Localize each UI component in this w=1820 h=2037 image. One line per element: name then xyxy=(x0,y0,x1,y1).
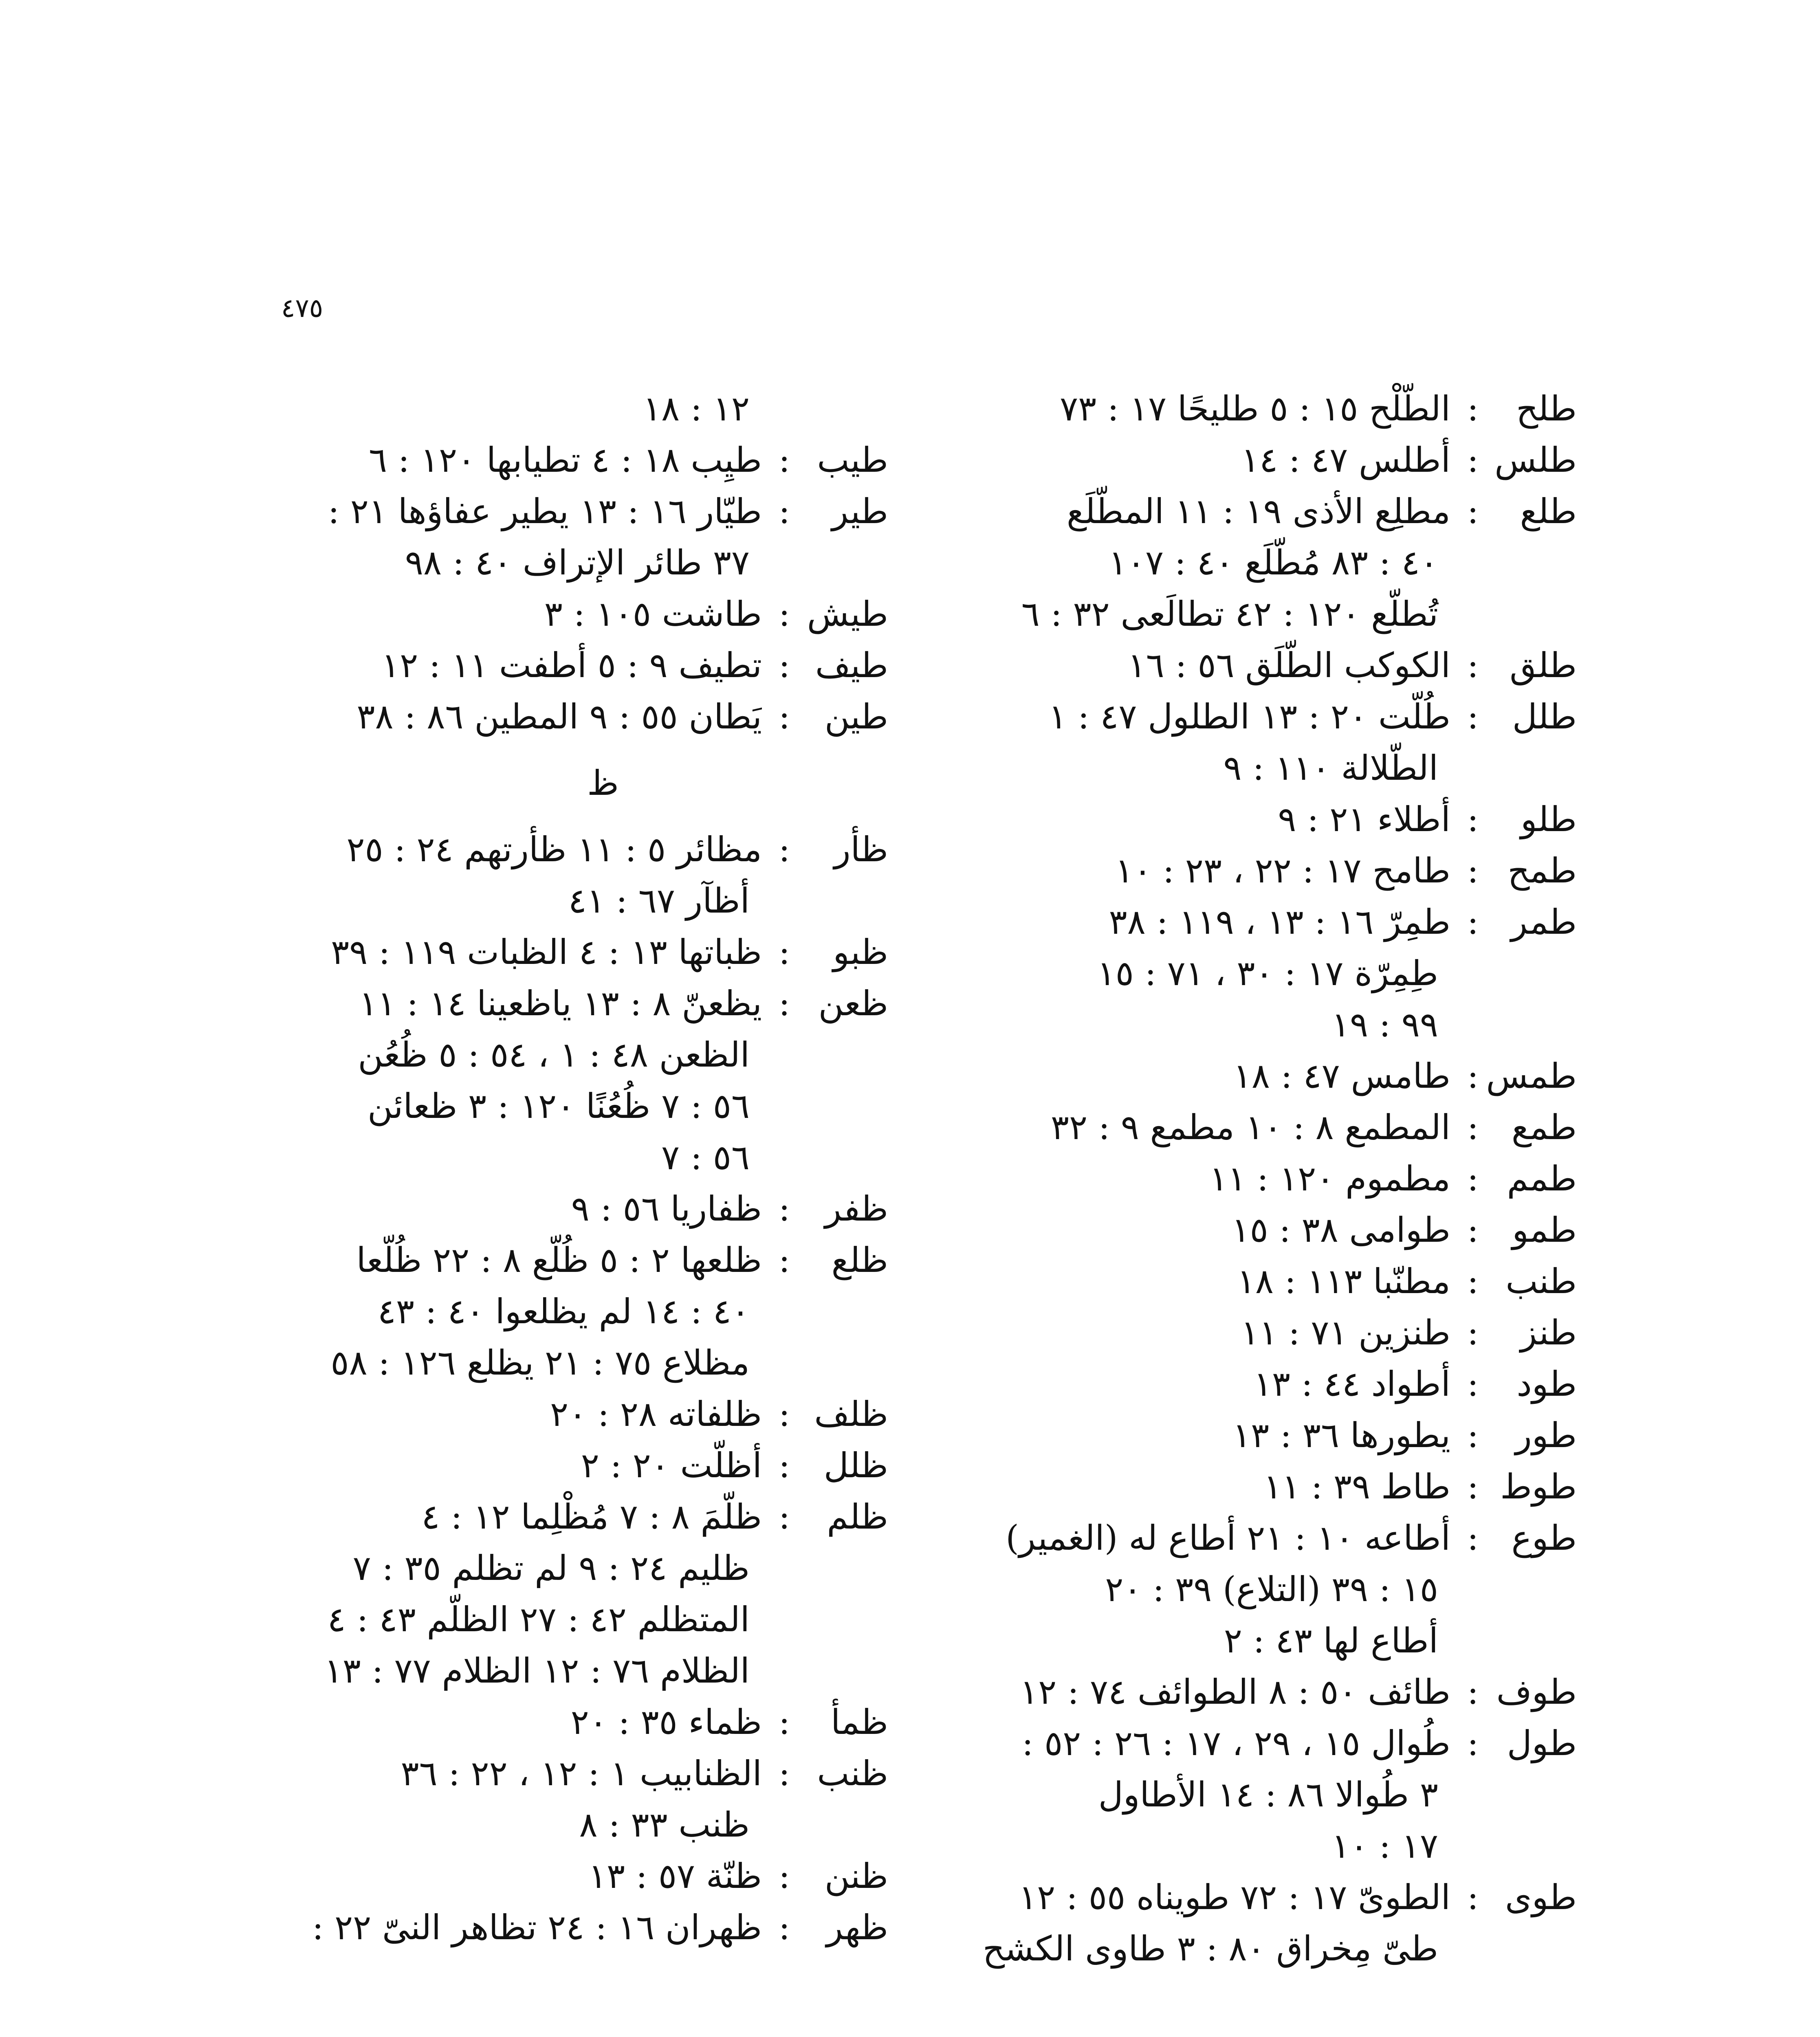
entry-separator: : xyxy=(1467,1467,1479,1507)
index-entry-continuation xyxy=(970,999,1577,1050)
entry-root-word: طمس xyxy=(1486,1056,1577,1096)
index-entry xyxy=(970,1666,1577,1718)
index-entry-continuation xyxy=(269,537,888,588)
entry-root-word: طمح xyxy=(1507,851,1577,891)
entry-root-word: ظمأ xyxy=(830,1702,888,1742)
index-entry xyxy=(970,1256,1577,1307)
entry-separator: : xyxy=(1467,1364,1479,1404)
index-entry-continuation xyxy=(269,1132,888,1183)
index-entry xyxy=(970,1050,1577,1102)
index-entry-continuation xyxy=(970,1923,1577,1974)
entry-references: الظلام ٧٦ : ١٢ الظلام ٧٧ : ١٣ xyxy=(324,1651,750,1691)
entry-references: الكوكب الطّلَق ٥٦ : ١٦ xyxy=(1127,645,1450,685)
entry-references: المطمع ٨ : ١٠ مطمع ٩ : ٣٢ xyxy=(1050,1107,1450,1147)
entry-references: ظليم ٢٤ : ٩ لم تظلم ٣٥ : ٧ xyxy=(352,1548,750,1588)
entry-references: أظلّت ٢٠ : ٢ xyxy=(581,1445,762,1485)
entry-separator: : xyxy=(1467,1415,1479,1455)
entry-references: ١٢ : ١٨ xyxy=(643,389,750,429)
entry-root-word: طود xyxy=(1516,1364,1577,1404)
entry-root-word: ظأر xyxy=(834,829,888,869)
index-entry xyxy=(269,1183,888,1234)
entry-separator: : xyxy=(778,1907,790,1947)
index-column-left xyxy=(269,383,888,1953)
entry-references: الطَّلْح ١٥ : ٥ طليحًا ١٧ : ٧٣ xyxy=(1059,389,1450,429)
entry-references: مطلِع الأذى ١٩ : ١١ المطّلَع xyxy=(1066,491,1450,531)
entry-root-word: طنب xyxy=(1505,1261,1577,1301)
index-entry-continuation xyxy=(970,1615,1577,1666)
entry-separator: : xyxy=(778,645,790,685)
entry-separator: : xyxy=(1467,902,1479,942)
entry-separator: : xyxy=(778,697,790,737)
index-entry xyxy=(970,1307,1577,1358)
index-entry-continuation xyxy=(970,1769,1577,1820)
entry-root-word: طيف xyxy=(815,645,888,685)
entry-separator: : xyxy=(778,983,790,1023)
index-entry xyxy=(269,1902,888,1953)
entry-root-word: ظبو xyxy=(833,932,888,972)
index-entry xyxy=(970,486,1577,537)
entry-references: طُلّت ٢٠ : ١٣ الطلول ٤٧ : ١ xyxy=(1048,697,1450,737)
entry-separator: : xyxy=(778,1702,790,1742)
entry-root-word: طيب xyxy=(817,440,888,480)
entry-separator: : xyxy=(778,440,790,480)
entry-root-word: ظلل xyxy=(823,1445,888,1485)
entry-references: أطلاء ٢١ : ٩ xyxy=(1278,799,1450,839)
entry-root-word: ظنب xyxy=(817,1753,888,1793)
entry-references: أطاعه ١٠ : ٢١ أطاع له (الغمير) xyxy=(1006,1518,1450,1558)
entry-references: طىّ مِخراق ٨٠ : ٣ طاوى الكشح xyxy=(982,1929,1438,1969)
entry-references: ظفاريا ٥٦ : ٩ xyxy=(571,1189,762,1229)
entry-references: مطموم ١٢٠ : ١١ xyxy=(1209,1159,1450,1199)
index-entry xyxy=(970,434,1577,486)
entry-root-word: طين xyxy=(824,697,888,737)
entry-references: يَطان ٥٥ : ٩ المطين ٨٦ : ٣٨ xyxy=(357,697,762,737)
entry-references: الطوىّ ١٧ : ٧٢ طويناه ٥٥ : ١٢ xyxy=(1018,1877,1450,1917)
entry-root-word: طلح xyxy=(1516,389,1577,429)
index-entry xyxy=(269,1440,888,1491)
index-entry xyxy=(269,978,888,1029)
entry-references: طِمِرّة ١٧ : ٣٠ ، ٧١ : ١٥ xyxy=(1097,953,1438,993)
entry-root-word: ظلف xyxy=(814,1394,888,1434)
entry-references: ظلفاته ٢٨ : ٢٠ xyxy=(550,1394,762,1434)
entry-root-word: طور xyxy=(1515,1415,1577,1455)
entry-separator: : xyxy=(778,491,790,531)
entry-references: يطورها ٣٦ : ١٣ xyxy=(1232,1415,1450,1455)
index-entry xyxy=(269,1696,888,1748)
index-column-right xyxy=(970,383,1577,1974)
entry-separator: : xyxy=(778,829,790,869)
index-entry-continuation xyxy=(269,1286,888,1337)
entry-separator: : xyxy=(778,1189,790,1229)
index-entry xyxy=(970,1204,1577,1256)
entry-separator: : xyxy=(778,932,790,972)
entry-root-word: طلو xyxy=(1520,799,1577,839)
index-entry-continuation xyxy=(269,1594,888,1645)
entry-references: الطُّلالة ١١٠ : ٩ xyxy=(1223,748,1438,788)
entry-references: ٥٦ : ٧ xyxy=(661,1137,750,1177)
index-entry xyxy=(970,383,1577,434)
entry-root-word: طمع xyxy=(1511,1107,1577,1147)
entry-references: الظنابيب ١ : ١٢ ، ٢٢ : ٣٦ xyxy=(401,1753,762,1793)
entry-root-word: طلع xyxy=(1520,491,1577,531)
entry-separator: : xyxy=(1467,1159,1479,1199)
entry-references: طنزين ٧١ : ١١ xyxy=(1241,1313,1450,1353)
entry-references: أظآر ٦٧ : ٤١ xyxy=(568,881,750,921)
index-entry-continuation xyxy=(269,1799,888,1850)
entry-root-word: طلل xyxy=(1512,697,1577,737)
entry-references: طمِرّ ١٦ : ١٣ ، ١١٩ : ٣٨ xyxy=(1109,902,1450,942)
entry-references: طامس ٤٧ : ١٨ xyxy=(1233,1056,1450,1096)
entry-separator: : xyxy=(1467,491,1479,531)
entry-separator: : xyxy=(778,1445,790,1485)
index-entry xyxy=(269,434,888,486)
entry-references: ٤٠ : ٨٣ مُطّلَع ٤٠ : ١٠٧ xyxy=(1108,543,1438,583)
index-entry xyxy=(269,1850,888,1902)
entry-references: طُوال ١٥ ، ٢٩ ، ١٧ : ٢٦ : ٥٢ : xyxy=(1022,1723,1450,1763)
entry-references: طوامى ٣٨ : ١٥ xyxy=(1231,1210,1450,1250)
entry-separator: : xyxy=(1467,1107,1479,1147)
entry-root-word: ظنن xyxy=(824,1856,888,1896)
entry-root-word: طوع xyxy=(1511,1518,1577,1558)
entry-root-word: ظعن xyxy=(818,983,888,1023)
index-entry xyxy=(970,1718,1577,1769)
index-entry-continuation xyxy=(970,1564,1577,1615)
entry-root-word: طوى xyxy=(1505,1877,1577,1917)
entry-separator: : xyxy=(778,1497,790,1537)
entry-root-word: طنز xyxy=(1520,1313,1577,1353)
entry-references: ٥٦ : ٧ ظُعُنًا ١٢٠ : ٣ ظعائن xyxy=(368,1086,750,1126)
entry-separator: : xyxy=(1467,1518,1479,1558)
index-entry xyxy=(970,1153,1577,1204)
entry-separator: : xyxy=(1467,1210,1479,1250)
entry-references: الظعن ٤٨ : ١ ، ٥٤ : ٥ ظُعُن xyxy=(358,1035,750,1075)
entry-references: يظعنّ ٨ : ١٣ ياظعينا ١٤ : ١١ xyxy=(359,983,762,1023)
entry-references: مطنّبا ١١٣ : ١٨ xyxy=(1237,1261,1450,1301)
index-entry xyxy=(269,588,888,640)
entry-references: ظنب ٣٣ : ٨ xyxy=(579,1805,750,1845)
entry-separator: : xyxy=(778,1394,790,1434)
entry-references: ظلعها ٢ : ٥ ظُلّع ٨ : ٢٢ ظُلّعا xyxy=(356,1240,762,1280)
entry-references: ٣ طُوالا ٨٦ : ١٤ الأطاول xyxy=(1098,1775,1438,1815)
entry-references: طاشت ١٠٥ : ٣ xyxy=(544,594,762,634)
entry-references: ظلّمَ ٨ : ٧ مُظْلِما ١٢ : ٤ xyxy=(421,1497,762,1537)
index-entry-continuation xyxy=(269,1337,888,1388)
index-entry xyxy=(269,1234,888,1286)
index-entry-continuation xyxy=(269,1645,888,1696)
index-entry xyxy=(970,1461,1577,1512)
index-entry-continuation xyxy=(970,537,1577,588)
entry-references: طائف ٥٠ : ٨ الطوائف ٧٤ : ١٢ xyxy=(1019,1672,1450,1712)
entry-references: طامح ١٧ : ٢٢ ، ٢٣ : ١٠ xyxy=(1115,851,1450,891)
entry-references: ظماء ٣٥ : ٢٠ xyxy=(570,1702,762,1742)
entry-root-word: طوف xyxy=(1496,1672,1577,1712)
index-entry xyxy=(970,691,1577,742)
entry-references: طيّار ١٦ : ١٣ يطير عفاؤها ٢١ : xyxy=(328,491,762,531)
entry-separator: : xyxy=(1467,389,1479,429)
entry-separator: : xyxy=(778,1753,790,1793)
entry-references: مظائر ٥ : ١١ ظأرتهم ٢٤ : ٢٥ xyxy=(346,829,762,869)
index-entry xyxy=(970,1358,1577,1410)
index-entry-continuation xyxy=(269,383,888,434)
entry-references: ١٧ : ١٠ xyxy=(1331,1826,1438,1866)
index-entry xyxy=(970,1512,1577,1564)
index-entry-continuation xyxy=(269,875,888,926)
entry-root-word: طير xyxy=(832,491,888,531)
entry-references: ٤٠ : ١٤ لم يظلعوا ٤٠ : ٤٣ xyxy=(377,1291,750,1331)
entry-references: ظهران ١٦ : ٢٤ تظاهر النىّ ٢٢ : xyxy=(312,1907,762,1947)
entry-references: تطيف ٩ : ٥ أطفت ١١ : ١٢ xyxy=(381,645,762,685)
entry-separator: : xyxy=(1467,799,1479,839)
entry-root-word: طيش xyxy=(807,594,888,634)
index-entry xyxy=(970,1102,1577,1153)
entry-separator: : xyxy=(778,1240,790,1280)
entry-references: أطواد ٤٤ : ١٣ xyxy=(1253,1364,1450,1404)
entry-separator: : xyxy=(1467,697,1479,737)
entry-root-word: طمو xyxy=(1512,1210,1577,1250)
entry-separator: : xyxy=(778,594,790,634)
entry-references: المتظلم ٤٢ : ٢٧ الظلّم ٤٣ : ٤ xyxy=(327,1599,750,1639)
entry-references: تُطلّع ١٢٠ : ٤٢ تطالَعى ٣٢ : ٦ xyxy=(1021,594,1438,634)
entry-root-word: طول xyxy=(1507,1723,1577,1763)
index-entry xyxy=(269,486,888,537)
entry-root-word: ظهر xyxy=(826,1907,888,1947)
entry-separator: : xyxy=(1467,1672,1479,1712)
index-entry xyxy=(970,896,1577,948)
index-entry-continuation xyxy=(269,1542,888,1594)
index-entry xyxy=(269,926,888,978)
entry-references: طاط ٣٩ : ١١ xyxy=(1263,1467,1450,1507)
entry-references: ظنّة ٥٧ : ١٣ xyxy=(588,1856,762,1896)
entry-root-word: طلس xyxy=(1494,440,1577,480)
entry-references: ١٥ : ٣٩ (التلاع) ٣٩ : ٢٠ xyxy=(1105,1569,1438,1609)
entry-references: ظباتها ١٣ : ٤ الظبات ١١٩ : ٣٩ xyxy=(331,932,762,972)
index-entry xyxy=(269,824,888,875)
index-entry xyxy=(269,691,888,742)
index-entry xyxy=(269,1491,888,1542)
index-entry-continuation xyxy=(970,742,1577,794)
entry-root-word: طمر xyxy=(1511,902,1577,942)
entry-root-word: ظلع xyxy=(831,1240,888,1280)
entry-root-word: طوط xyxy=(1500,1467,1577,1507)
entry-separator: : xyxy=(1467,1723,1479,1763)
index-entry-continuation xyxy=(269,1029,888,1080)
page-number: ٤٧٥ xyxy=(281,293,324,323)
entry-separator: : xyxy=(1467,1261,1479,1301)
entry-references: أطاع لها ٤٣ : ٢ xyxy=(1224,1621,1438,1661)
index-entry xyxy=(269,1388,888,1440)
index-entry xyxy=(970,1872,1577,1923)
entry-references: ٩٩ : ١٩ xyxy=(1331,1005,1438,1045)
index-entry xyxy=(970,640,1577,691)
entry-root-word: طمم xyxy=(1507,1159,1577,1199)
index-entry xyxy=(970,845,1577,896)
entry-root-word: طلق xyxy=(1510,645,1577,685)
entry-separator: : xyxy=(1467,1877,1479,1917)
entry-references: أطلس ٤٧ : ١٤ xyxy=(1241,440,1450,480)
index-entry xyxy=(269,1748,888,1799)
entry-root-word: ظلم xyxy=(827,1497,888,1537)
entry-separator: : xyxy=(1467,440,1479,480)
index-entry xyxy=(970,1410,1577,1461)
index-entry-continuation xyxy=(970,588,1577,640)
entry-separator: : xyxy=(1467,851,1479,891)
entry-separator: : xyxy=(778,1856,790,1896)
index-entry-continuation xyxy=(970,948,1577,999)
index-entry-continuation xyxy=(269,1080,888,1132)
entry-root-word: ظفر xyxy=(825,1189,888,1229)
entry-separator: : xyxy=(1467,1313,1479,1353)
entry-separator: : xyxy=(1467,645,1479,685)
index-entry xyxy=(970,794,1577,845)
entry-references: طيِب ١٨ : ٤ تطيابها ١٢٠ : ٦ xyxy=(369,440,762,480)
index-entry-continuation xyxy=(970,1820,1577,1872)
entry-references: ٣٧ طائر الإتراف ٤٠ : ٩٨ xyxy=(405,543,750,583)
entry-references: مظلاع ٧٥ : ٢١ يظلع ١٢٦ : ٥٨ xyxy=(330,1343,750,1383)
letter-section-header: ظ xyxy=(587,763,619,803)
entry-separator: : xyxy=(1467,1056,1479,1096)
index-entry xyxy=(269,640,888,691)
